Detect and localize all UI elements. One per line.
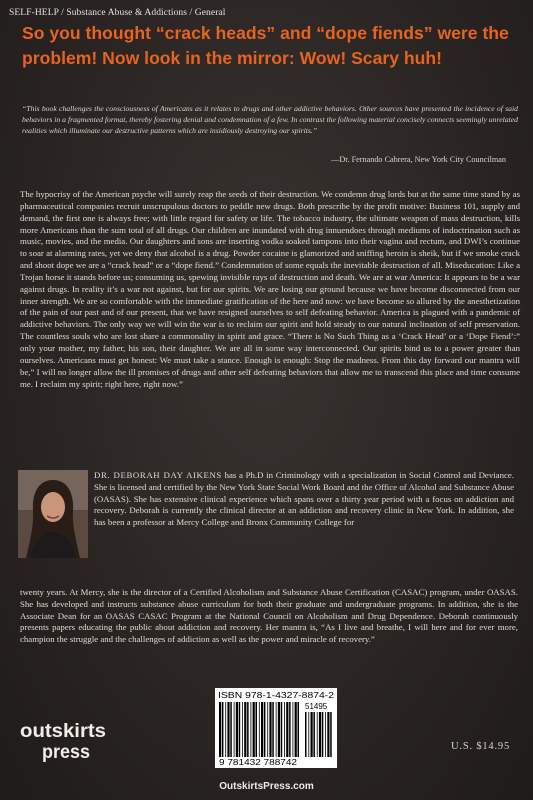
publisher-logo-line1: outskirts [20,721,106,742]
barcode-addon: 51495 [305,702,328,711]
isbn-text: ISBN 978-1-4327-8874-2 [218,690,335,700]
barcode-addon-bars [305,712,332,757]
author-name: DR. DEBORAH DAY AIKENS [94,470,222,480]
category-label: SELF-HELP / Substance Abuse & Addictions / General [9,8,226,18]
endorsement-attribution: —Dr. Fernando Cabrera, New York City Councilman [331,155,506,164]
author-bio-rest: twenty years. At Mercy, she is the director of a Certified Alcoholism and Substance Abuse Certification (CASAC) program, under OASAS. She has developed and instructs substance abuse curriculum for both their graduate and undergraduate programs. In addition, she is the Associate Dean for an OASAS CASAC Program at the National Council on Alcoholism and Drug Dependence. Deborah continuously presents papers educating the public about addiction and recovery. Her mantra is, “As I live and breathe, I will here and for ever more, champion the struggle and the challenges of addiction as well as the power and miracle of recovery.” [20,587,518,644]
headline: So you thought “crack heads” and “dope fiends” were the problem! Now look in the mirror: Wow! Scary huh! [22,23,509,68]
isbn-barcode [215,688,337,768]
author-photo [18,470,88,558]
barcode-number: 9 781432 788742 [219,758,298,767]
endorsement-quote: “This book challenges the consciousness of Americans as it relates to drugs and other addictive behaviors. Other sources have presented the incidence of said behaviors in a fragmented format, thereby fostering denial and condemnation of a few. In contrast the following material concisely connects seemingly unrelated realities which illuminate our destructive patterns which are insidiously destroying our spirits.” [22,104,518,135]
author-bio-lead-text: has a Ph.D in Criminology with a specialization in Social Control and Deviance. She is licensed and certified by the New York State Social Work Board and the Office of Alcohol and Substance Abuse (OASAS). She has extensive clinical experience which spans over a thirty year period with a focus on addiction and recovery. Deborah is currently the clinical director at an addiction and recovery clinic in New York. In addition, she has been a professor at Mercy College and Bronx Community College for [94,470,514,527]
barcode-bars [219,702,299,757]
publisher-logo-line2: press [42,742,90,763]
author-bio-lead [94,470,514,529]
publisher-logo [20,715,110,765]
publisher-website: OutskirtsPress.com [219,781,314,792]
description-text: The hypocrisy of the American psyche will surely reap the seeds of their destruction. We condemn drug lords but at the same time stand by as pharmaceutical companies recruit unscrupulous doctors to peddle new drugs. Both prescribe by the profit motive: Business 101, supply and demand, the first one is always free; with little regard for safety or life. The tobacco industry, the ultimate weapon of mass destruction, kills more Americans than the sum total of all drugs. Our children are inundated with drug innuendoes through mediums of indoctrination such as music, movies, and the media. Our daughters and sons are inserting vodka soaked tampons into their vagina and rectum, and DWI’s continue to soar at alarming rates, yet we deny that alcohol is a drug. Powder cocaine is glamorized and sniffing heroin is sheik, but if we smoke crack and shoot dope we are a “crack head” or a “dope fiend.” Condemnation of some equals the inevitable destruction of all. Miseducation: Like a Trojan horse it stands before us; consuming us, spewing invisible rays of destruction and death. We are at war America: It appears to be a war against drugs. In reality it’s a war not against, but for our spirits. We are losing our ground because we have become disconnected from our inner strength. We are so comfortable with the immediate gratification of the here and now: we have become so allured by the anesthetization of the pain of our past and of our present, that we have resigned ourselves to self defeating behavior. America is plagued with a pandemic of addictive behaviors. The only way we will win the war is to reclaim our spirit and hold steady to our natural inclination of self preservation. The countless souls who are lost share a commonality in spirit and grace. “There is No Such Thing as a ‘Crack Head’ or a ‘Dope Fiend’:” only your mother, my father, his son, their daughter. We are all in some way interconnected. Our spirits bind us to a power greater than ourselves. Americans must get honest: We must take a stance. Enough is enough: Stop the madness. From this day forward our mantra will be,” I will no longer allow the ill promises of drugs and other self defeating behaviors that allow me to transcend this place and time consume me. I reclaim my spirit; right here, right now.” [20,189,520,389]
price: U.S. $14.95 [451,741,510,752]
